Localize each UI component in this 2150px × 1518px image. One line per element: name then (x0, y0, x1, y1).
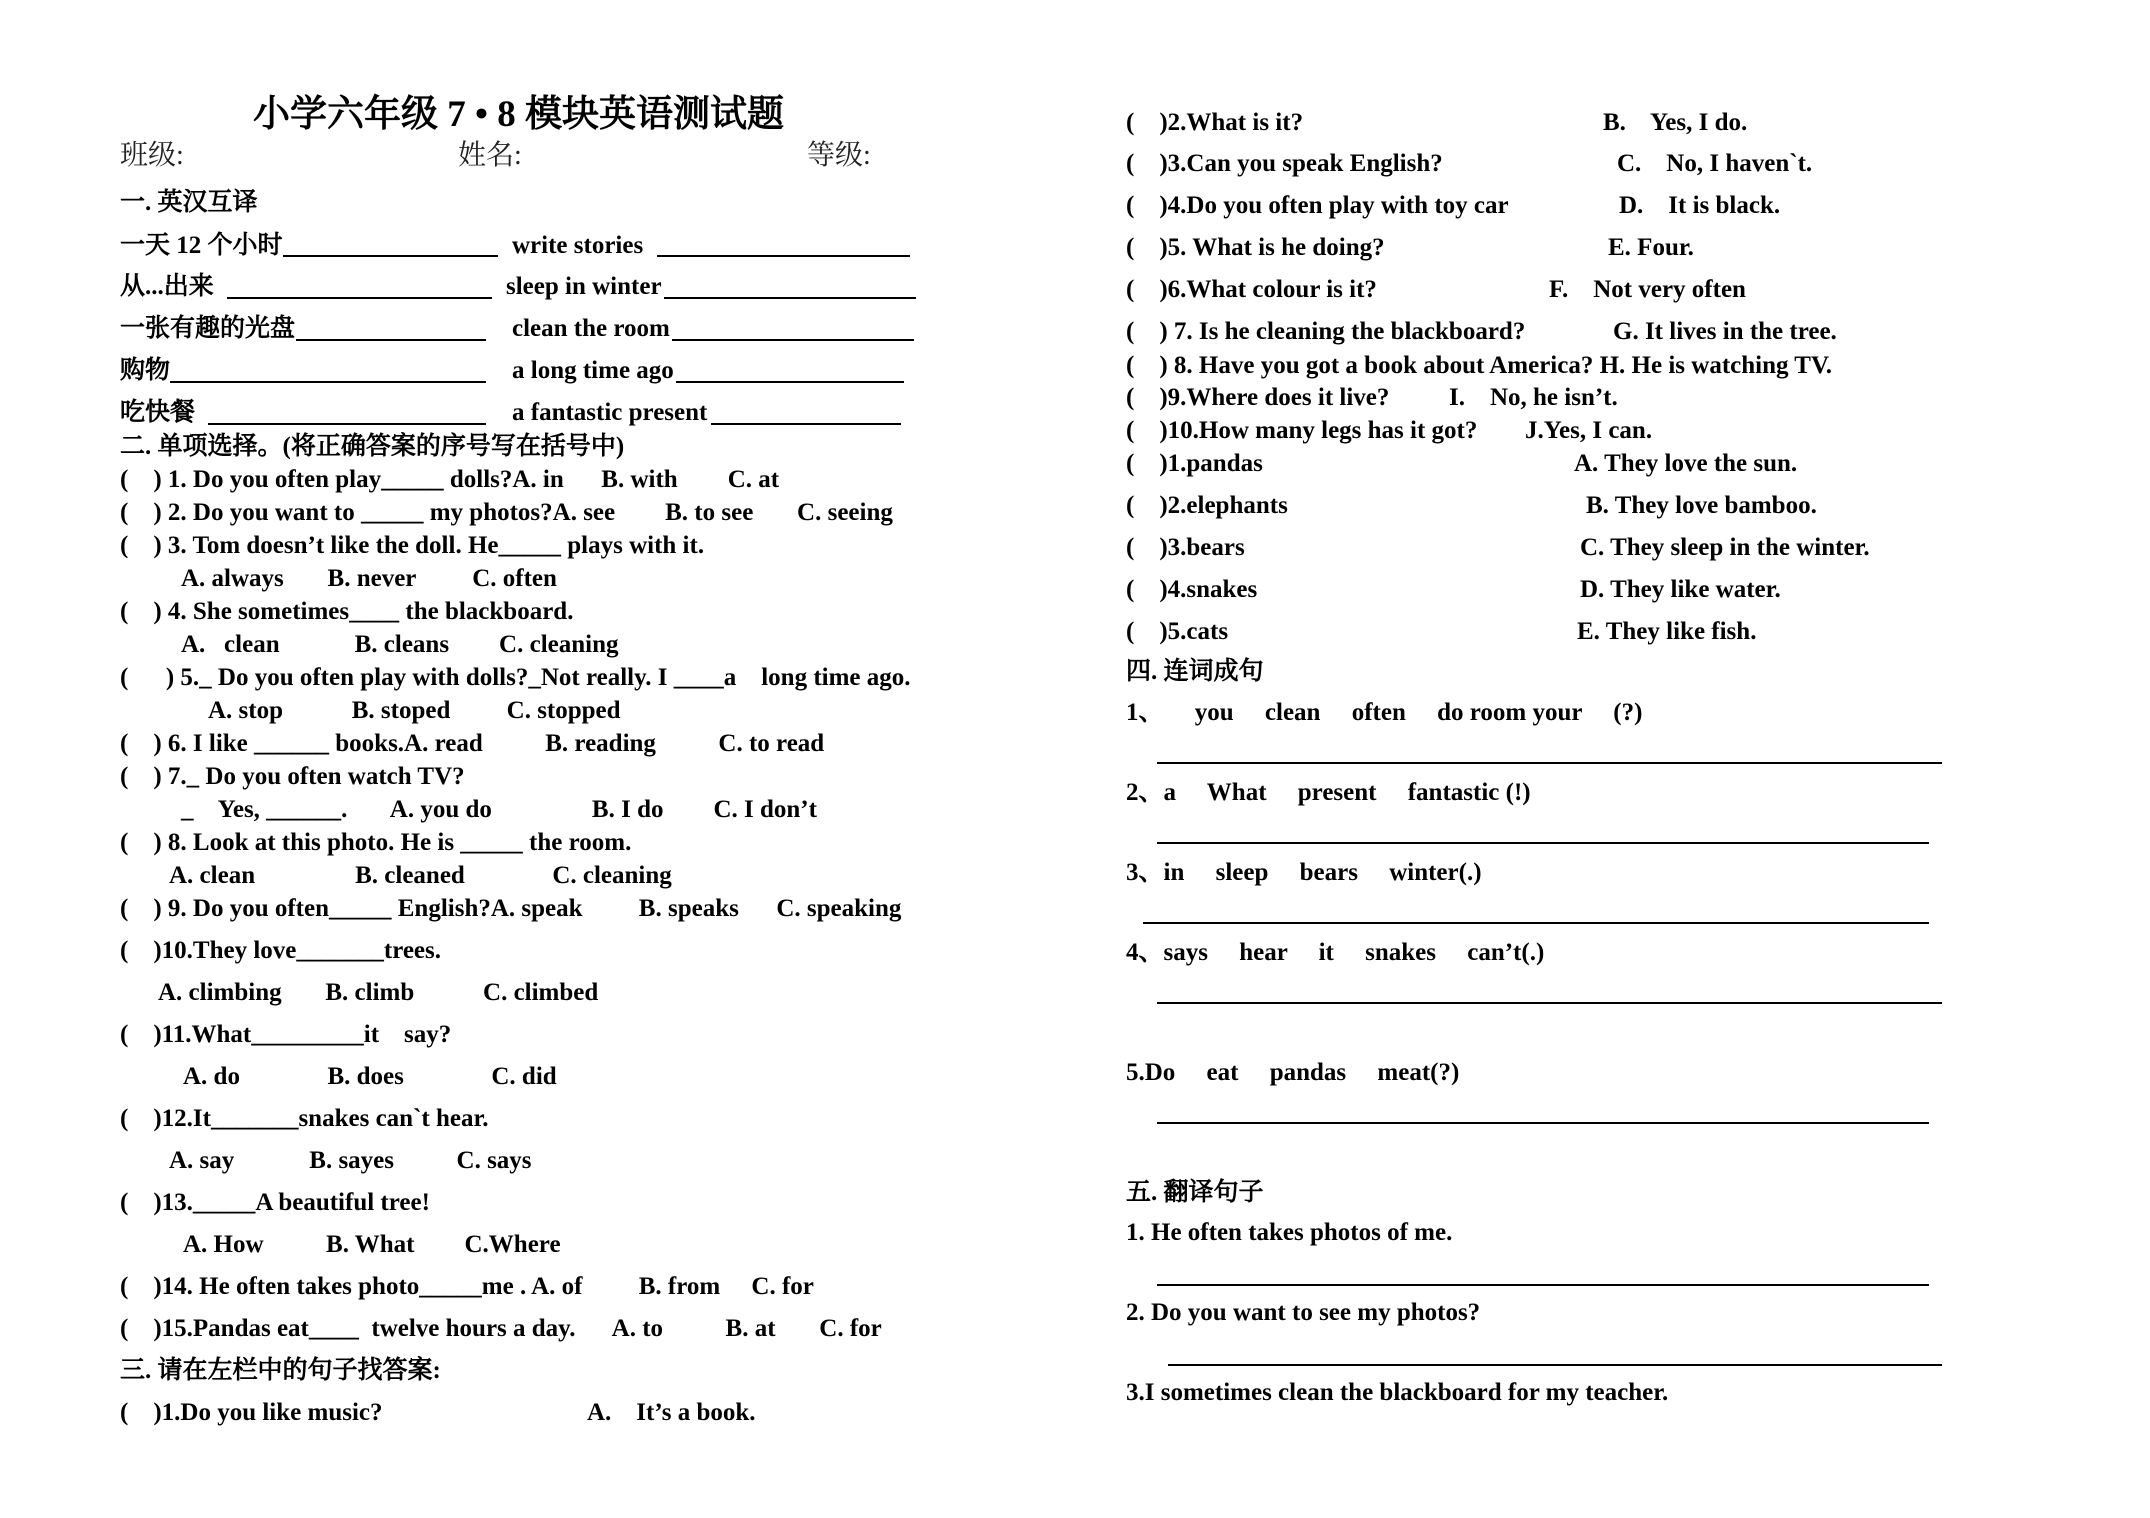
answer-line (1143, 922, 1929, 924)
translate-item-left: 一张有趣的光盘 (120, 315, 296, 342)
sentence-item: 1、 you clean often do room your (?) (1126, 699, 1643, 726)
choice-question: ( ) 4. She sometimes____ the blackboard. (120, 598, 574, 625)
worksheet-title: 小学六年级 7 • 8 模块英语测试题 (253, 94, 784, 135)
answer-line (672, 339, 914, 341)
match-question: ( )1.Do you like music? (120, 1399, 383, 1426)
translate-item-left: 一天 12 个小时 (120, 232, 283, 259)
answer-line (1157, 1122, 1929, 1124)
choice-question: ( )13._____A beautiful tree! (120, 1189, 430, 1216)
match-answer: B. They love bamboo. (1586, 492, 1817, 519)
choice-options: A. climbing B. climb C. climbed (158, 979, 599, 1006)
choice-question: ( ) 1. Do you often play_____ dolls?A. in B. with C. at (120, 466, 780, 493)
sentence-item: 2、a What present fantastic (!) (1126, 779, 1531, 806)
match-answer: D. They like water. (1580, 576, 1781, 603)
match-answer: F. Not very often (1549, 276, 1746, 303)
answer-line (208, 423, 486, 425)
translate-item-left: 从...出来 (120, 273, 214, 300)
answer-line (1168, 1364, 1942, 1366)
match-answer: J.Yes, I can. (1525, 417, 1653, 444)
choice-options: A. clean B. cleaned C. cleaning (169, 862, 672, 889)
section1-heading: 一. 英汉互译 (120, 189, 258, 216)
match-question: ( ) 7. Is he cleaning the blackboard? (1126, 318, 1526, 345)
match-question: ( )5.cats (1126, 618, 1229, 645)
answer-line (711, 423, 901, 425)
answer-line (170, 381, 486, 383)
choice-options: A. stop B. stoped C. stopped (208, 697, 621, 724)
translate-sentence: 3.I sometimes clean the blackboard for my teacher. (1126, 1379, 1669, 1406)
choice-question: ( )15.Pandas eat____ twelve hours a day. A. to B. at C. for (120, 1315, 882, 1342)
answer-line (296, 339, 486, 341)
translate-item-right: write stories (512, 232, 644, 259)
translate-item-left: 购物 (120, 357, 171, 384)
grade-label: 等级: (807, 140, 871, 171)
choice-options: A. always B. never C. often (181, 565, 557, 592)
answer-line (1157, 1002, 1942, 1004)
translate-item-left: 吃快餐 (120, 399, 196, 426)
sentence-item: 5.Do eat pandas meat(?) (1126, 1059, 1460, 1086)
match-answer: A. It’s a book. (587, 1399, 756, 1426)
translate-item-right: clean the room (512, 315, 670, 342)
match-answer: E. Four. (1608, 234, 1694, 261)
choice-question: ( )14. He often takes photo_____me . A. of B. from C. for (120, 1273, 814, 1300)
choice-question: ( ) 8. Look at this photo. He is _____ the room. (120, 829, 632, 856)
section2-heading: 二. 单项选择。(将正确答案的序号写在括号中) (120, 433, 625, 460)
choice-question: ( ) 5._ Do you often play with dolls?_Not really. I ____a long time ago. (120, 664, 911, 691)
match-answer: G. It lives in the tree. (1613, 318, 1837, 345)
translate-item-right: a long time ago (512, 357, 674, 384)
answer-line (1157, 762, 1942, 764)
name-label: 姓名: (458, 140, 522, 171)
choice-question: ( ) 7._ Do you often watch TV? (120, 763, 465, 790)
match-question: ( )2.What is it? (1126, 109, 1304, 136)
match-question: ( )3.Can you speak English? (1126, 150, 1443, 177)
match-question: ( )4.snakes (1126, 576, 1258, 603)
choice-question: ( ) 6. I like ______ books.A. read B. reading C. to read (120, 730, 825, 757)
choice-question: ( )10.They love_______trees. (120, 937, 442, 964)
match-question: ( )6.What colour is it? (1126, 276, 1377, 303)
answer-line (283, 255, 498, 257)
choice-question: ( )11.What_________it say? (120, 1021, 452, 1048)
choice-options: A. How B. What C.Where (183, 1231, 561, 1258)
choice-options: _ Yes, ______. A. you do B. I do C. I don’t (181, 796, 817, 823)
match-answer: A. They love the sun. (1574, 450, 1798, 477)
match-answer: C. No, I haven`t. (1617, 150, 1813, 177)
choice-question: ( ) 3. Tom doesn’t like the doll. He_____ plays with it. (120, 532, 705, 559)
translate-sentence: 2. Do you want to see my photos? (1126, 1299, 1481, 1326)
match-question: ( )5. What is he doing? (1126, 234, 1385, 261)
section3-heading: 三. 请在左栏中的句子找答案: (120, 1357, 441, 1384)
translate-item-right: sleep in winter (506, 273, 662, 300)
answer-line (676, 381, 904, 383)
answer-line (664, 297, 916, 299)
match-question: ( )10.How many legs has it got? (1126, 417, 1478, 444)
answer-line (227, 297, 492, 299)
translate-item-right: a fantastic present (512, 399, 708, 426)
match-answer: C. They sleep in the winter. (1580, 534, 1870, 561)
match-question: ( )4.Do you often play with toy car (1126, 192, 1509, 219)
choice-options: A. clean B. cleans C. cleaning (181, 631, 619, 658)
sentence-item: 4、says hear it snakes can’t(.) (1126, 939, 1545, 966)
match-question: ( )2.elephants (1126, 492, 1288, 519)
match-question: ( ) 8. Have you got a book about America? H. He is watching TV. (1126, 352, 1833, 379)
sentence-item: 3、in sleep bears winter(.) (1126, 859, 1482, 886)
section4-heading: 四. 连词成句 (1126, 658, 1264, 685)
answer-line (1157, 842, 1929, 844)
match-answer: B. Yes, I do. (1603, 109, 1748, 136)
class-label: 班级: (120, 140, 184, 171)
section5-heading: 五. 翻译句子 (1126, 1179, 1264, 1206)
match-question: ( )1.pandas (1126, 450, 1263, 477)
match-question: ( )9.Where does it live? (1126, 384, 1390, 411)
answer-line (657, 255, 910, 257)
translate-sentence: 1. He often takes photos of me. (1126, 1219, 1453, 1246)
match-answer: E. They like fish. (1577, 618, 1757, 645)
match-question: ( )3.bears (1126, 534, 1245, 561)
choice-options: A. do B. does C. did (183, 1063, 557, 1090)
match-answer: I. No, he isn’t. (1449, 384, 1618, 411)
match-answer: D. It is black. (1619, 192, 1781, 219)
choice-question: ( )12.It_______snakes can`t hear. (120, 1105, 489, 1132)
choice-question: ( ) 9. Do you often_____ English?A. speak B. speaks C. speaking (120, 895, 902, 922)
choice-options: A. say B. sayes C. says (169, 1147, 532, 1174)
choice-question: ( ) 2. Do you want to _____ my photos?A. see B. to see C. seeing (120, 499, 893, 526)
answer-line (1157, 1284, 1929, 1286)
